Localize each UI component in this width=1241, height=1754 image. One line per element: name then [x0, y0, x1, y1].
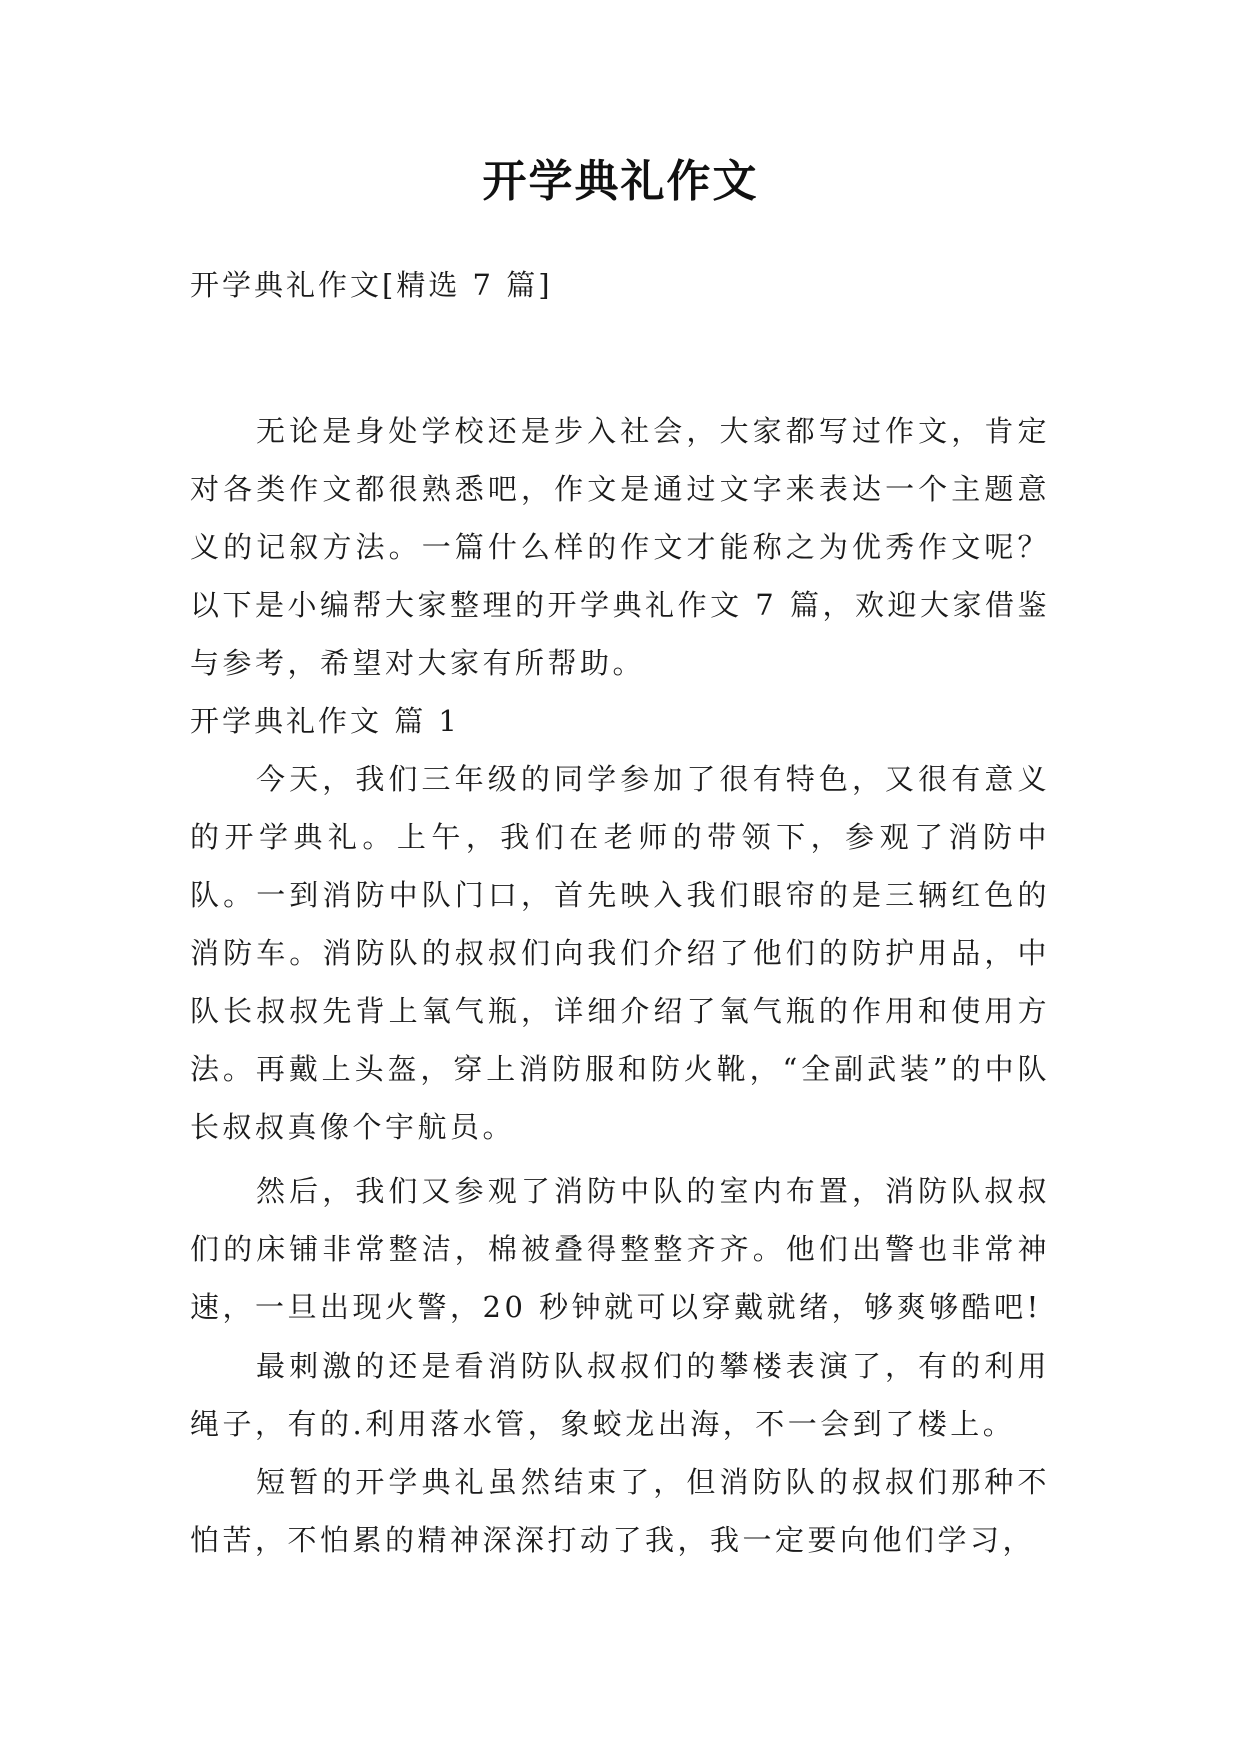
document-subtitle: 开学典礼作文[精选 7 篇]: [190, 268, 553, 302]
document-title: 开学典礼作文: [482, 156, 759, 207]
body-paragraph: 今天，我们三年级的同学参加了很有特色，又很有意义的开学典礼。上午，我们在老师的带领下，参观了消防中队。一到消防中队门口，首先映入我们眼帘的是三辆红色的消防车。消防队的叔叔们向我们介绍了他们的防护用品，中队长叔叔先背上氧气瓶，详细介绍了氧气瓶的作用和使用方法。再戴上头盔，穿上消防服和防火靴，“全副武装”的中队长叔叔真像个宇航员。: [190, 762, 1050, 1144]
section-heading: 开学典礼作文 篇 1: [190, 704, 460, 738]
body-paragraph: 然后，我们又参观了消防中队的室内布置，消防队叔叔们的床铺非常整洁，棉被叠得整整齐齐。他们出警也非常神速，一旦出现火警，20 秒钟就可以穿戴就绪，够爽够酷吧!: [190, 1174, 1050, 1324]
body-paragraph: 最刺激的还是看消防队叔叔们的攀楼表演了，有的利用绳子，有的.利用落水管，象蛟龙出海，不一会到了楼上。: [190, 1349, 1050, 1441]
body-paragraph: 短暂的开学典礼虽然结束了，但消防队的叔叔们那种不怕苦，不怕累的精神深深打动了我，我一定要向他们学习，: [190, 1465, 1050, 1557]
intro-paragraph: 无论是身处学校还是步入社会，大家都写过作文，肯定对各类作文都很熟悉吧，作文是通过文字来表达一个主题意义的记叙方法。一篇什么样的作文才能称之为优秀作文呢？以下是小编帮大家整理的开学典礼作文 7 篇，欢迎大家借鉴与参考，希望对大家有所帮助。: [190, 414, 1050, 680]
